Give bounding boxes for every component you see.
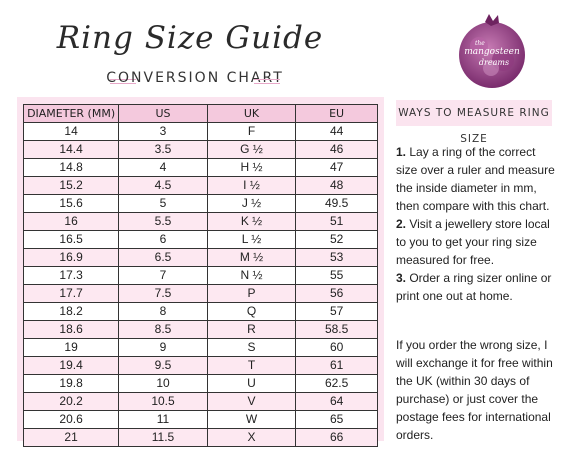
table-cell: W	[207, 411, 295, 429]
table-cell: 16	[24, 213, 119, 231]
table-cell: 11.5	[119, 429, 208, 447]
table-cell: 19.8	[24, 375, 119, 393]
table-cell: 6	[119, 231, 208, 249]
divider	[254, 83, 280, 84]
table-cell: 53	[296, 249, 378, 267]
methods-list	[396, 143, 556, 305]
table-cell: 48	[296, 177, 378, 195]
table-cell: 11	[119, 411, 208, 429]
step-number: 2.	[396, 217, 407, 231]
table-row	[24, 411, 378, 429]
table-cell: 14.4	[24, 141, 119, 159]
list-item	[396, 215, 556, 269]
table-cell: 64	[296, 393, 378, 411]
table-cell: 4.5	[119, 177, 208, 195]
exchange-note: If you order the wrong size, I will exchange it for free within the UK (within 30 days of purchase) or just cover the postage fees for international orders.	[396, 338, 553, 442]
table-cell: 9	[119, 339, 208, 357]
table-cell: 52	[296, 231, 378, 249]
table-row	[24, 213, 378, 231]
table-cell: 14	[24, 123, 119, 141]
table-cell: V	[207, 393, 295, 411]
column-header: DIAMETER (MM)	[24, 105, 119, 123]
column-header: US	[119, 105, 208, 123]
table-cell: 18.2	[24, 303, 119, 321]
table-cell: 7.5	[119, 285, 208, 303]
table-row	[24, 177, 378, 195]
table-row	[24, 195, 378, 213]
table-row	[24, 249, 378, 267]
table-row	[24, 141, 378, 159]
table-cell: 8	[119, 303, 208, 321]
table-row	[24, 375, 378, 393]
table-cell: 60	[296, 339, 378, 357]
page-subtitle: CONVERSION CHART	[106, 70, 284, 86]
conversion-table-panel	[17, 97, 384, 444]
table-cell: U	[207, 375, 295, 393]
table-cell: 55	[296, 267, 378, 285]
table-row	[24, 321, 378, 339]
table-cell: 21	[24, 429, 119, 447]
page-title: Ring Size Guide	[56, 20, 324, 56]
table-cell: 17.7	[24, 285, 119, 303]
subtitle-banner	[100, 70, 290, 90]
column-header: UK	[207, 105, 295, 123]
table-row	[24, 267, 378, 285]
table-cell: 3	[119, 123, 208, 141]
table-row	[24, 303, 378, 321]
table-cell: 47	[296, 159, 378, 177]
table-cell: K ½	[207, 213, 295, 231]
table-cell: J ½	[207, 195, 295, 213]
column-header: EU	[296, 105, 378, 123]
table-cell: P	[207, 285, 295, 303]
table-row	[24, 429, 378, 447]
table-cell: 46	[296, 141, 378, 159]
divider	[254, 79, 280, 80]
svg-text:dreams: dreams	[478, 58, 510, 67]
table-cell: 49.5	[296, 195, 378, 213]
table-cell: 7	[119, 267, 208, 285]
table-cell: F	[207, 123, 295, 141]
table-cell: 8.5	[119, 321, 208, 339]
step-text: Lay a ring of the correct size over a ruler and measure the inside diameter in mm, then compare with this chart.	[396, 145, 555, 213]
table-cell: 20.6	[24, 411, 119, 429]
table-row	[24, 285, 378, 303]
svg-text:the: the	[475, 40, 485, 47]
brand-logo	[441, 10, 543, 90]
step-number: 3.	[396, 271, 407, 285]
table-cell: G ½	[207, 141, 295, 159]
table-cell: 9.5	[119, 357, 208, 375]
table-cell: 62.5	[296, 375, 378, 393]
table-cell: N ½	[207, 267, 295, 285]
table-cell: 57	[296, 303, 378, 321]
table-cell: Q	[207, 303, 295, 321]
table-cell: 14.8	[24, 159, 119, 177]
table-cell: 58.5	[296, 321, 378, 339]
step-text: Visit a jewellery store local to you to get your ring size measured for free.	[396, 217, 550, 267]
table-cell: T	[207, 357, 295, 375]
table-cell: L ½	[207, 231, 295, 249]
table-cell: 5.5	[119, 213, 208, 231]
table-cell: 4	[119, 159, 208, 177]
table-row	[24, 339, 378, 357]
table-row	[24, 393, 378, 411]
table-cell: M ½	[207, 249, 295, 267]
svg-text:mangosteen: mangosteen	[464, 47, 520, 57]
table-cell: R	[207, 321, 295, 339]
table-cell: 5	[119, 195, 208, 213]
table-cell: 3.5	[119, 141, 208, 159]
list-item	[396, 269, 556, 305]
table-cell: I ½	[207, 177, 295, 195]
table-cell: 20.2	[24, 393, 119, 411]
table-cell: 6.5	[119, 249, 208, 267]
table-cell: 56	[296, 285, 378, 303]
table-cell: 17.3	[24, 267, 119, 285]
table-cell: H ½	[207, 159, 295, 177]
table-row	[24, 231, 378, 249]
table-row	[24, 123, 378, 141]
table-cell: 51	[296, 213, 378, 231]
table-cell: 18.6	[24, 321, 119, 339]
table-cell: 61	[296, 357, 378, 375]
table-cell: 15.6	[24, 195, 119, 213]
table-cell: 19	[24, 339, 119, 357]
table-cell: X	[207, 429, 295, 447]
table-cell: 19.4	[24, 357, 119, 375]
table-cell: S	[207, 339, 295, 357]
methods-heading: WAYS TO MEASURE RING SIZE	[396, 100, 552, 126]
table-cell: 44	[296, 123, 378, 141]
table-cell: 15.2	[24, 177, 119, 195]
table-cell: 16.9	[24, 249, 119, 267]
table-header-row	[24, 105, 378, 123]
table-cell: 10.5	[119, 393, 208, 411]
conversion-table	[23, 104, 378, 447]
table-cell: 10	[119, 375, 208, 393]
table-row	[24, 159, 378, 177]
step-number: 1.	[396, 145, 407, 159]
table-cell: 66	[296, 429, 378, 447]
list-item	[396, 143, 556, 215]
step-text: Order a ring sizer online or print one out at home.	[396, 271, 552, 303]
table-cell: 16.5	[24, 231, 119, 249]
table-cell: 65	[296, 411, 378, 429]
table-row	[24, 357, 378, 375]
